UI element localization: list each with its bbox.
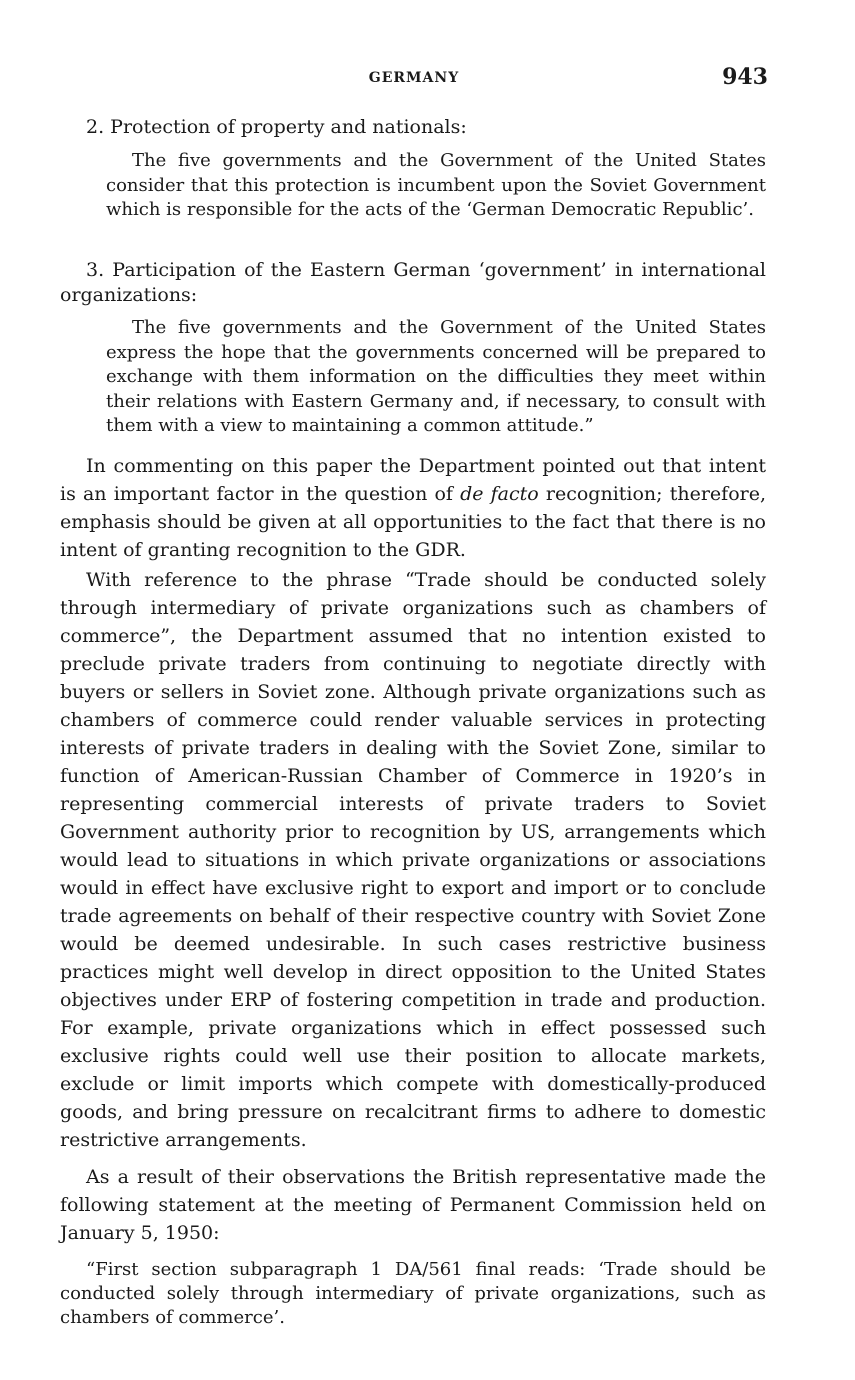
paragraph-trade-phrase: [60, 566, 766, 1154]
item-2-quote: The five governments and the Government of the United States consider that this protection is incumbent upon the Soviet Government which is responsible for the acts of the ‘German Democratic Republic’.: [106, 150, 766, 220]
running-head: GERMANY: [368, 70, 460, 86]
para1-text-before: In commenting on this paper the Department pointed out that intent is an important factor in the question of: [60, 455, 766, 505]
item-2-heading: 2. Protection of property and nationals:: [86, 116, 467, 138]
item-3-quote: The five governments and the Government of the United States express the hope that the governments concerned will be prepared to exchange with them information on the difficulties they meet within their relations with Eastern Germany and, if necessary, to consult with them with a view to maintaining a common attitude.”: [106, 317, 766, 436]
paragraph-british-statement: [60, 1163, 766, 1247]
page-header: [60, 64, 768, 94]
paragraph-de-facto: [60, 452, 766, 564]
item-3-heading: 3. Participation of the Eastern German ‘government’ in international organizations:: [60, 259, 766, 306]
page-number: 943: [722, 64, 768, 90]
para1-text-after: recognition; therefore, emphasis should be given at all opportunities to the fact that there is no intent of granting recognition to the GDR.: [60, 483, 766, 561]
para2-text: With reference to the phrase “Trade should be conducted solely through intermediary of private organizations such as chambers of commerce”, the Department assumed that no intention existed to preclude private traders from continuing to negotiate directly with buyers or sellers in Soviet zone. Although private organizations such as chambers of commerce could render valuable services in protecting interests of private traders in dealing with the Soviet Zone, similar to function of American-Russian Chamber of Commerce in 1920’s in representing commercial interests of private traders to Soviet Government authority prior to recognition by US, arrangements which would lead to situations in which private organizations or associations would in effect have exclusive right to export and import or to conclude trade agreements on behalf of their respective country with Soviet Zone would be deemed undesirable. In such cases restrictive business practices might well develop in direct opposition to the United States objectives under ERP of fostering competition in trade and production. For example, private organizations which in effect possessed such exclusive rights could well use their position to allocate markets, exclude or limit imports which compete with domestically-produced goods, and bring pressure on recalcitrant firms to adhere to domestic restrictive arrangements.: [60, 569, 766, 1151]
para1-italic-term: de facto: [460, 483, 539, 505]
final-quote: “First section subparagraph 1 DA/561 final reads: ‘Trade should be conducted solely through intermediary of private organizations, such as chambers of commerce’.: [60, 1259, 766, 1328]
para3-text: As a result of their observations the British representative made the following statement at the meeting of Permanent Commission held on January 5, 1950:: [60, 1166, 766, 1244]
